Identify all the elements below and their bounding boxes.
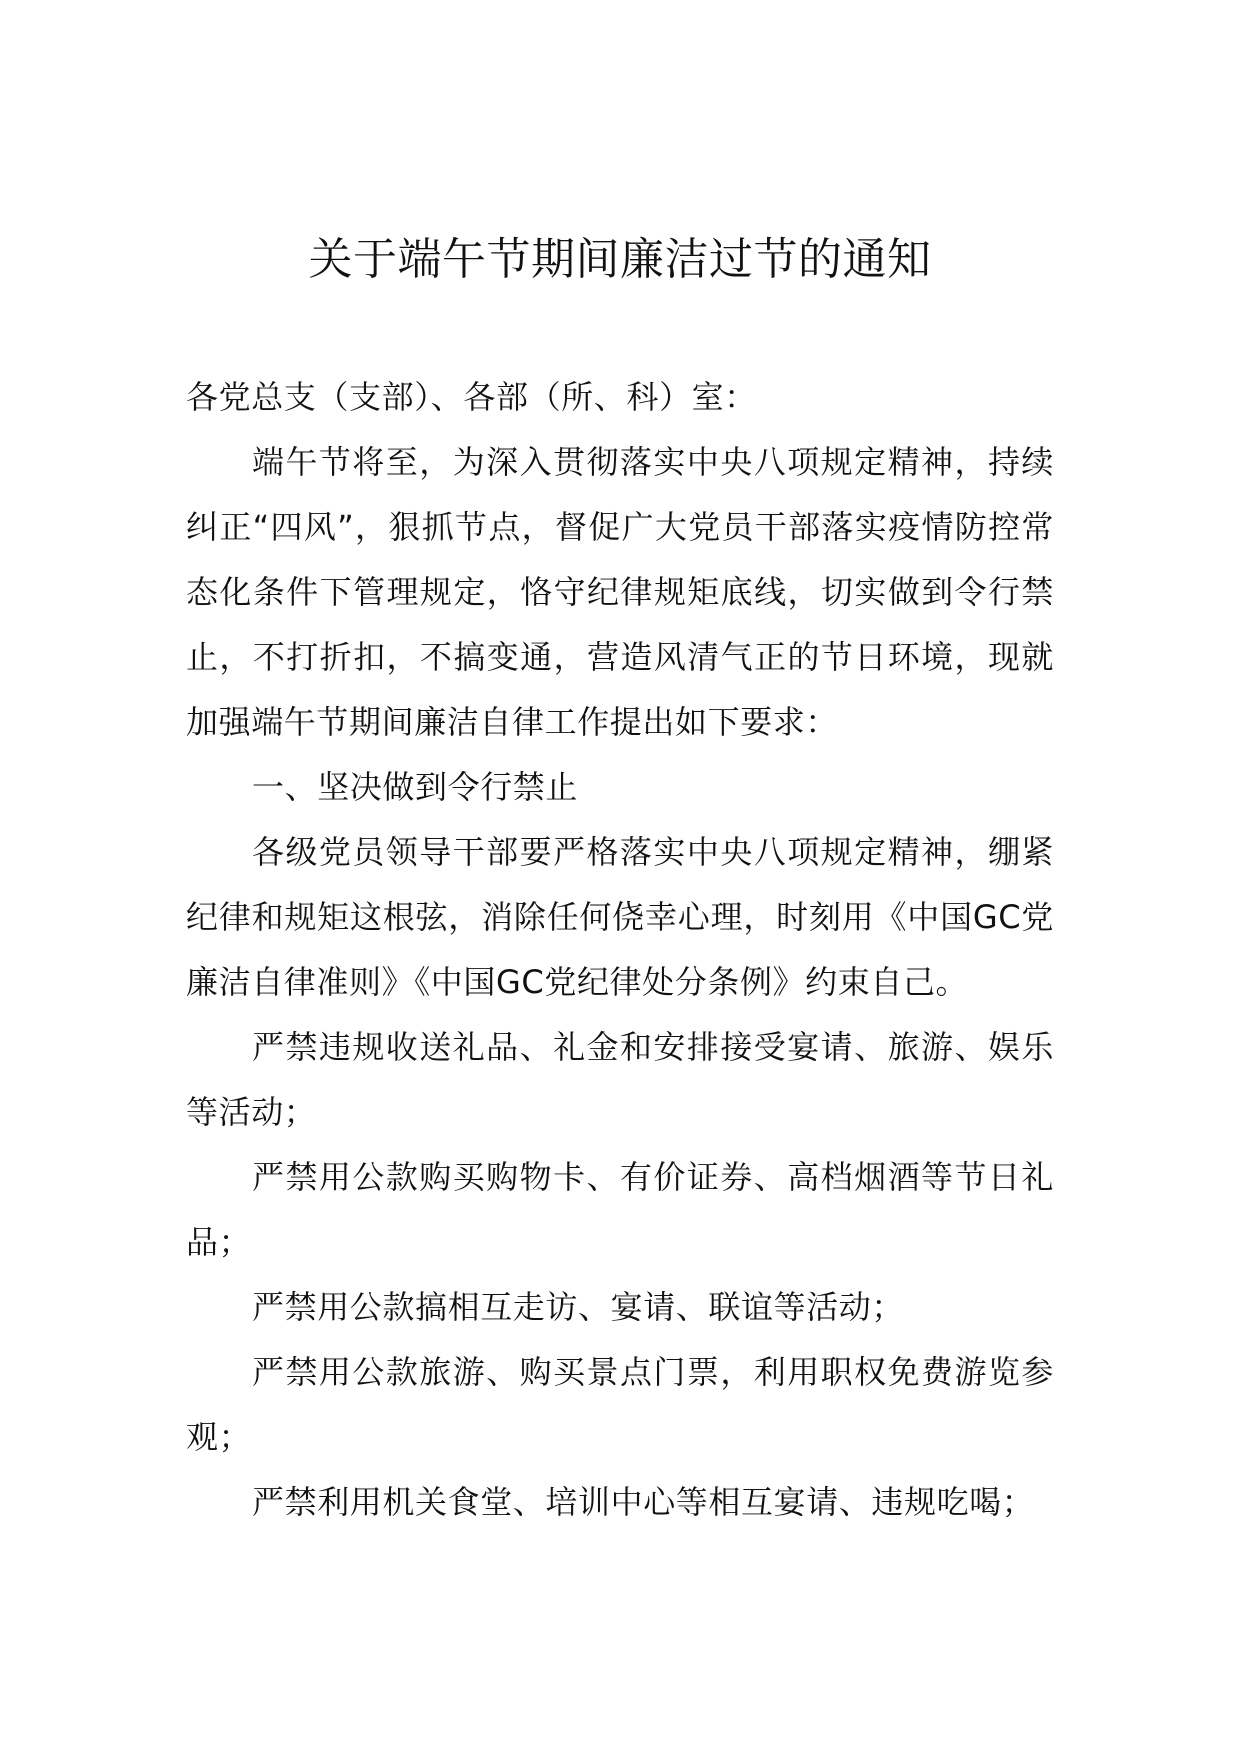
salutation: 各党总支（支部）、各部（所、科）室： <box>186 378 757 416</box>
document-title: 关于端午节期间廉洁过节的通知 <box>308 234 932 285</box>
paragraph-requirement: 各级党员领导干部要严格落实中央八项规定精神，绷紧纪律和规矩这根弦，消除任何侥幸心理，时刻用《中国GC党廉洁自律准则》《中国GC党纪律处分条例》约束自己。 <box>186 833 1054 1001</box>
section-heading: 一、坚决做到令行禁止 <box>252 768 579 806</box>
prohibition-item: 严禁用公款购买购物卡、有价证券、高档烟酒等节日礼品； <box>186 1158 1054 1261</box>
prohibition-item: 严禁用公款旅游、购买景点门票，利用职权免费游览参观； <box>186 1353 1054 1456</box>
paragraph-intro: 端午节将至，为深入贯彻落实中央八项规定精神，持续纠正“四风”，狠抓节点，督促广大党员干部落实疫情防控常态化条件下管理规定，恪守纪律规矩底线，切实做到令行禁止，不打折扣，不搞变通，营造风清气正的节日环境，现就加强端午节期间廉洁自律工作提出如下要求： <box>186 443 1054 741</box>
prohibition-item: 严禁用公款搞相互走访、宴请、联谊等活动； <box>252 1288 905 1326</box>
document-body <box>186 365 1054 1535</box>
prohibition-item: 严禁利用机关食堂、培训中心等相互宴请、违规吃喝； <box>252 1483 1035 1521</box>
prohibition-item: 严禁违规收送礼品、礼金和安排接受宴请、旅游、娱乐等活动； <box>186 1028 1054 1131</box>
